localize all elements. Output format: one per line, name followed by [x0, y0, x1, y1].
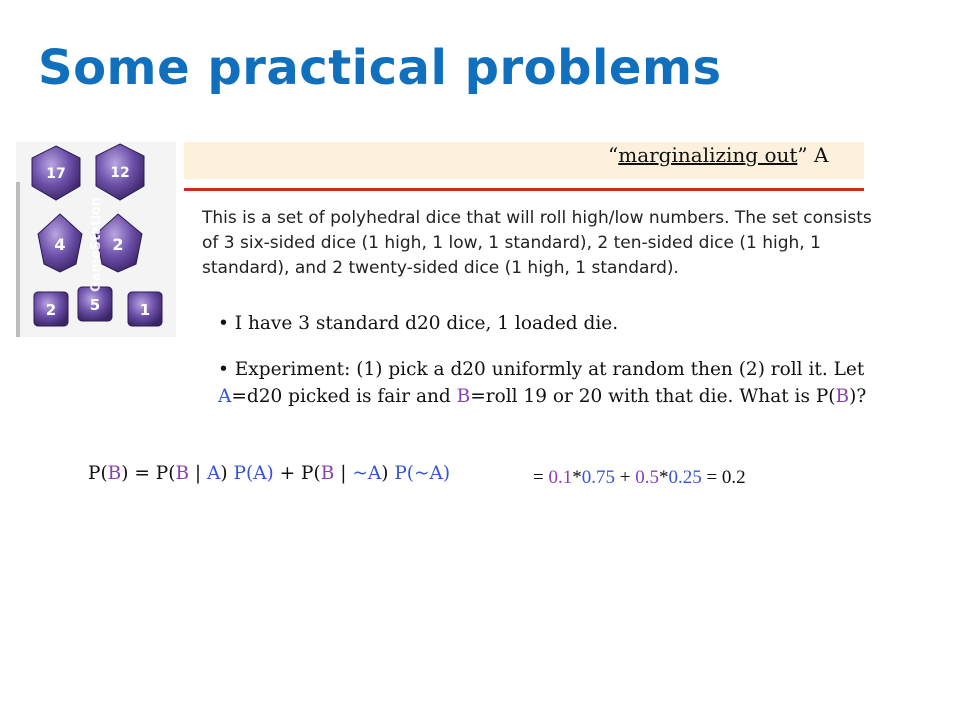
- formula-text: ) = P(: [121, 463, 176, 484]
- calc-value: 0.75: [581, 467, 615, 488]
- dice-watermark: GameStation: [89, 196, 104, 292]
- banner-close-quote: ” A: [797, 143, 829, 167]
- die-face-number: 5: [89, 296, 101, 314]
- formula-pa: P(A): [233, 463, 274, 484]
- formula-b: B: [320, 463, 335, 484]
- formula-not-a: ~A: [352, 463, 382, 484]
- banner-caption: [608, 143, 828, 167]
- calc-value: 0.1: [548, 467, 573, 488]
- calc-text: *: [658, 467, 669, 488]
- bullet-text: =d20 picked is fair and: [231, 386, 457, 407]
- banner-open-quote: “: [608, 143, 619, 167]
- die-face-number: 2: [45, 301, 57, 319]
- slide-title: Some practical problems: [38, 40, 722, 96]
- die-face-number: 4: [54, 235, 66, 254]
- event-b-label: B: [835, 386, 850, 407]
- formula-b: B: [107, 463, 122, 484]
- formula-a: A: [207, 463, 221, 484]
- calc-result: = 0.2: [701, 467, 746, 488]
- calc-text: *: [572, 467, 582, 488]
- formula-text: + P(: [273, 463, 321, 484]
- calc-value: 0.5: [635, 467, 659, 488]
- banner-underlined-text: marginalizing out: [618, 143, 798, 167]
- formula-text: |: [189, 463, 208, 484]
- calc-text: +: [614, 467, 636, 488]
- red-divider: [184, 188, 864, 191]
- formula-p-not-a: P(~A): [394, 463, 451, 484]
- die-face-number: 1: [139, 301, 151, 319]
- dice-image: [16, 142, 176, 337]
- die-face-number: 2: [112, 235, 124, 254]
- bullet-text: • Experiment: (1) pick a d20 uniformly at random then (2) roll it. Let: [218, 359, 865, 380]
- formula-text: ): [220, 463, 234, 484]
- total-probability-formula: [88, 463, 450, 484]
- formula-text: P(: [88, 463, 108, 484]
- formula-text: ): [381, 463, 395, 484]
- die-face-number: 12: [110, 165, 130, 181]
- event-b-label: B: [456, 386, 471, 407]
- bullet-loaded-die: • I have 3 standard d20 dice, 1 loaded die.: [218, 313, 619, 334]
- calc-value: 0.25: [668, 467, 702, 488]
- formula-text: |: [334, 463, 353, 484]
- bullet-text: )?: [849, 386, 867, 407]
- formula-b: B: [175, 463, 190, 484]
- bullet-text: =roll 19 or 20 with that die. What is P(: [470, 386, 836, 407]
- calculation-result: [533, 467, 746, 489]
- die-face-number: 17: [46, 166, 66, 182]
- dice-description: This is a set of polyhedral dice that will roll high/low numbers. The set consists of 3 six-sided dice (1 high, 1 low, 1 standard), 2 ten-sided dice (1 high, 1 standard), and 2 twenty-sided dice (1 high, 1 standard).: [202, 208, 872, 278]
- calc-text: =: [533, 467, 549, 488]
- event-a-label: A: [218, 386, 232, 407]
- bullet-experiment: [218, 356, 918, 410]
